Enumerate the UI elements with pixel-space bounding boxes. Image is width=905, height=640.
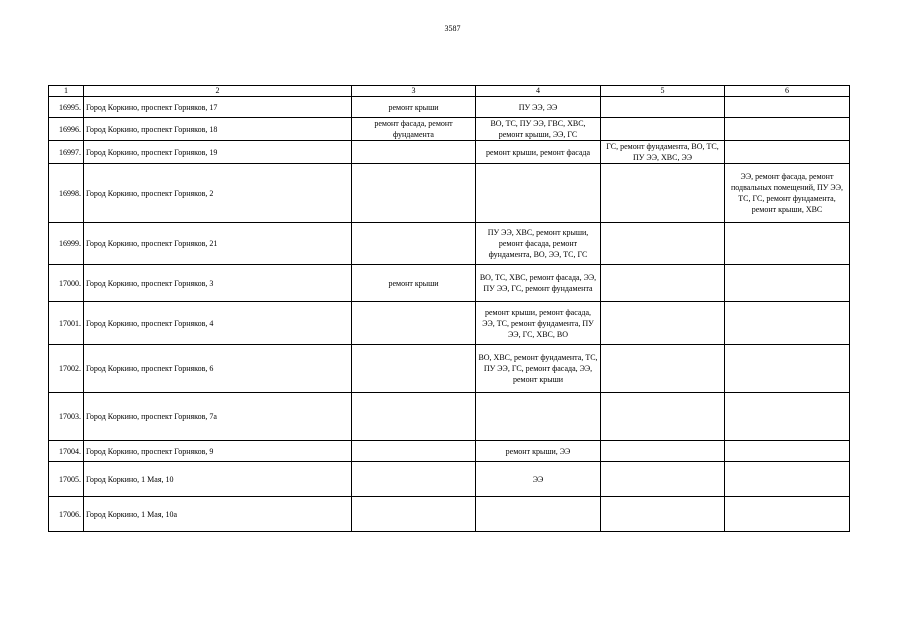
works-cell-5	[601, 497, 725, 532]
works-cell-6	[725, 497, 850, 532]
column-header: 3	[352, 86, 476, 97]
address-cell: Город Коркино, проспект Горняков, 21	[84, 223, 352, 265]
works-cell-3	[352, 302, 476, 345]
works-cell-4: ВО, ТС, ХВС, ремонт фасада, ЭЭ, ПУ ЭЭ, ГС, ремонт фундамента	[476, 265, 601, 302]
works-cell-4	[476, 164, 601, 223]
row-number: 16995.	[49, 97, 84, 118]
table-row	[49, 497, 850, 532]
works-cell-6: ЭЭ, ремонт фасада, ремонт подвальных помещений, ПУ ЭЭ, ТС, ГС, ремонт фундамента, ремонт крыши, ХВС	[725, 164, 850, 223]
address-cell: Город Коркино, 1 Мая, 10а	[84, 497, 352, 532]
works-cell-3	[352, 345, 476, 393]
works-cell-4: ВО, ТС, ПУ ЭЭ, ГВС, ХВС, ремонт крыши, ЭЭ, ГС	[476, 118, 601, 141]
address-cell: Город Коркино, проспект Горняков, 18	[84, 118, 352, 141]
works-cell-5	[601, 223, 725, 265]
address-cell: Город Коркино, проспект Горняков, 7а	[84, 393, 352, 441]
works-cell-4: ремонт крыши, ремонт фасада, ЭЭ, ТС, ремонт фундамента, ПУ ЭЭ, ГС, ХВС, ВО	[476, 302, 601, 345]
table-row	[49, 393, 850, 441]
works-cell-3	[352, 164, 476, 223]
column-header: 6	[725, 86, 850, 97]
works-cell-6	[725, 441, 850, 462]
address-cell: Город Коркино, проспект Горняков, 9	[84, 441, 352, 462]
row-number: 17000.	[49, 265, 84, 302]
row-number: 17006.	[49, 497, 84, 532]
works-cell-5	[601, 302, 725, 345]
works-cell-5	[601, 265, 725, 302]
table-body	[49, 86, 850, 532]
works-cell-3	[352, 141, 476, 164]
works-cell-6	[725, 265, 850, 302]
table-row	[49, 345, 850, 393]
column-header: 2	[84, 86, 352, 97]
works-cell-6	[725, 345, 850, 393]
works-cell-5	[601, 462, 725, 497]
table-row	[49, 141, 850, 164]
works-cell-4: ПУ ЭЭ, ХВС, ремонт крыши, ремонт фасада, ремонт фундамента, ВО, ЭЭ, ТС, ГС	[476, 223, 601, 265]
row-number: 17003.	[49, 393, 84, 441]
address-cell: Город Коркино, проспект Горняков, 3	[84, 265, 352, 302]
header-row	[49, 86, 850, 97]
works-cell-3	[352, 441, 476, 462]
works-cell-4: ремонт крыши, ЭЭ	[476, 441, 601, 462]
row-number: 17004.	[49, 441, 84, 462]
address-cell: Город Коркино, проспект Горняков, 6	[84, 345, 352, 393]
column-header: 4	[476, 86, 601, 97]
works-cell-4	[476, 393, 601, 441]
address-cell: Город Коркино, проспект Горняков, 4	[84, 302, 352, 345]
works-cell-3	[352, 462, 476, 497]
works-cell-4: ПУ ЭЭ, ЭЭ	[476, 97, 601, 118]
column-header: 5	[601, 86, 725, 97]
table-row	[49, 223, 850, 265]
works-cell-4: ремонт крыши, ремонт фасада	[476, 141, 601, 164]
works-cell-5	[601, 97, 725, 118]
works-cell-4: ВО, ХВС, ремонт фундамента, ТС, ПУ ЭЭ, ГС, ремонт фасада, ЭЭ, ремонт крыши	[476, 345, 601, 393]
row-number: 16996.	[49, 118, 84, 141]
row-number: 17002.	[49, 345, 84, 393]
works-cell-6	[725, 462, 850, 497]
row-number: 16999.	[49, 223, 84, 265]
address-cell: Город Коркино, 1 Мая, 10	[84, 462, 352, 497]
works-cell-3: ремонт крыши	[352, 97, 476, 118]
works-cell-5	[601, 345, 725, 393]
row-number: 16998.	[49, 164, 84, 223]
table-row	[49, 118, 850, 141]
works-cell-5: ГС, ремонт фундамента, ВО, ТС, ПУ ЭЭ, ХВС, ЭЭ	[601, 141, 725, 164]
table-row	[49, 441, 850, 462]
row-number: 16997.	[49, 141, 84, 164]
works-cell-3: ремонт крыши	[352, 265, 476, 302]
table-row	[49, 462, 850, 497]
table-row	[49, 302, 850, 345]
works-cell-3: ремонт фасада, ремонт фундамента	[352, 118, 476, 141]
works-cell-6	[725, 302, 850, 345]
works-cell-6	[725, 223, 850, 265]
row-number: 17001.	[49, 302, 84, 345]
works-cell-6	[725, 141, 850, 164]
works-cell-5	[601, 441, 725, 462]
works-cell-5	[601, 118, 725, 141]
housing-repair-table	[48, 85, 850, 532]
works-cell-3	[352, 497, 476, 532]
works-cell-6	[725, 97, 850, 118]
works-cell-4	[476, 497, 601, 532]
page-number: 3587	[444, 24, 461, 33]
table-row	[49, 97, 850, 118]
works-cell-6	[725, 118, 850, 141]
works-cell-4: ЭЭ	[476, 462, 601, 497]
works-cell-3	[352, 223, 476, 265]
works-cell-3	[352, 393, 476, 441]
row-number: 17005.	[49, 462, 84, 497]
works-cell-5	[601, 164, 725, 223]
works-cell-6	[725, 393, 850, 441]
address-cell: Город Коркино, проспект Горняков, 19	[84, 141, 352, 164]
address-cell: Город Коркино, проспект Горняков, 2	[84, 164, 352, 223]
address-cell: Город Коркино, проспект Горняков, 17	[84, 97, 352, 118]
table-row	[49, 164, 850, 223]
works-cell-5	[601, 393, 725, 441]
column-header: 1	[49, 86, 84, 97]
table-row	[49, 265, 850, 302]
